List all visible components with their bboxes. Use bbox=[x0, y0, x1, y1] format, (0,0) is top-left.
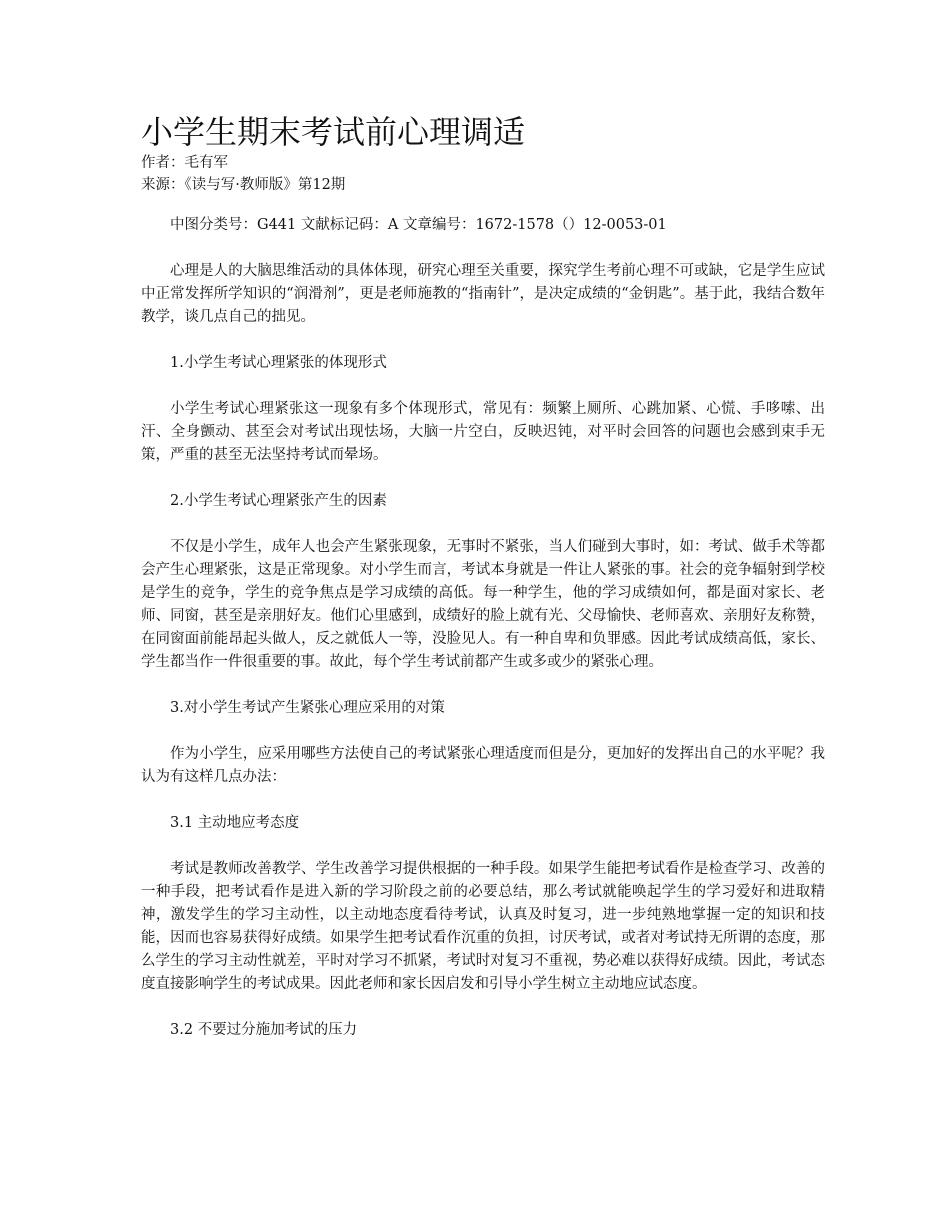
spacer bbox=[141, 237, 825, 260]
body-paragraph: 不仅是小学生，成年人也会产生紧张现象，无事时不紧张，当人们碰到大事时，如：考试、做手术等都会产生心理紧张，这是正常现象。对小学生而言，考试本身就是一件让人紧张的事。社会的竞争辐射到学校是学生的竞争，学生的竞争焦点是学习成绩的高低。每一种学生，他的学习成绩如何，都是面对家长、老师、同窗，甚至是亲朋好友。他们心里感到，成绩好的脸上就有光、父母愉快、老师喜欢、亲朋好友称赞，在同窗面前能昂起头做人，反之就低人一等，没脸见人。有一种自卑和负罪感。因此考试成绩高低，家长、学生都当作一件很重要的事。故此，每个学生考试前都产生或多或少的紧张心理。 bbox=[141, 539, 825, 670]
spacer bbox=[141, 674, 825, 697]
spacer bbox=[141, 513, 825, 536]
spacer bbox=[141, 196, 825, 214]
section-heading-3: 3.对小学生考试产生紧张心理应采用的对策 bbox=[170, 700, 445, 716]
author-line: 作者：毛有军 bbox=[141, 155, 228, 171]
document-page bbox=[141, 112, 825, 1042]
spacer bbox=[141, 835, 825, 858]
intro-paragraph: 心理是人的大脑思维活动的具体体现，研究心理至关重要，探究学生考前心理不可或缺，它是学生应试中正常发挥所学知识的“润滑剂”，更是老师施教的“指南针”，是决定成绩的“金钥匙”。基于此，我结合数年教学，谈几点自己的拙见。 bbox=[141, 263, 825, 325]
body-paragraph: 作为小学生，应采用哪些方法使自己的考试紧张心理适度而但是分，更加好的发挥出自己的水平呢？我认为有这样几点办法： bbox=[141, 746, 825, 785]
spacer bbox=[141, 467, 825, 490]
classification-line: 中图分类号：G441 文献标记码：A 文章编号：1672-1578（）12-0053-01 bbox=[170, 217, 667, 233]
body-paragraph: 小学生考试心理紧张这一现象有多个体现形式，常见有：频繁上厕所、心跳加紧、心慌、手哆嗦、出汗、全身颤动、甚至会对考试出现怯场，大脑一片空白，反映迟钝，对平时会回答的问题也会感到束手无策，严重的甚至无法坚持考试而晕场。 bbox=[141, 401, 825, 463]
source-line: 来源：《读与写·教师版》第12期 bbox=[141, 177, 346, 193]
subsection-heading-3-1: 3.1 主动地应考态度 bbox=[170, 815, 300, 831]
spacer bbox=[141, 996, 825, 1019]
document-title: 小学生期末考试前心理调适 bbox=[141, 113, 526, 151]
spacer bbox=[141, 789, 825, 812]
spacer bbox=[141, 375, 825, 398]
body-paragraph: 考试是教师改善教学、学生改善学习提供根据的一种手段。如果学生能把考试看作是检查学习、改善的一种手段，把考试看作是进入新的学习阶段之前的必要总结，那么考试就能唤起学生的学习爱好和进取精神，激发学生的学习主动性，以主动地态度看待考试，认真及时复习，进一步纯熟地掌握一定的知识和技能，因而也容易获得好成绩。如果学生把考试看作沉重的负担，讨厌考试，或者对考试持无所谓的态度，那么学生的学习主动性就差，平时对学习不抓紧，考试时对复习不重视，势必难以获得好成绩。因此，考试态度直接影响学生的考试成果。因此老师和家长因启发和引导小学生树立主动地应试态度。 bbox=[141, 861, 825, 992]
spacer bbox=[141, 329, 825, 352]
section-heading-1: 1.小学生考试心理紧张的体现形式 bbox=[170, 355, 387, 371]
spacer bbox=[141, 720, 825, 743]
subsection-heading-3-2: 3.2 不要过分施加考试的压力 bbox=[170, 1022, 358, 1038]
section-heading-2: 2.小学生考试心理紧张产生的因素 bbox=[170, 493, 387, 509]
